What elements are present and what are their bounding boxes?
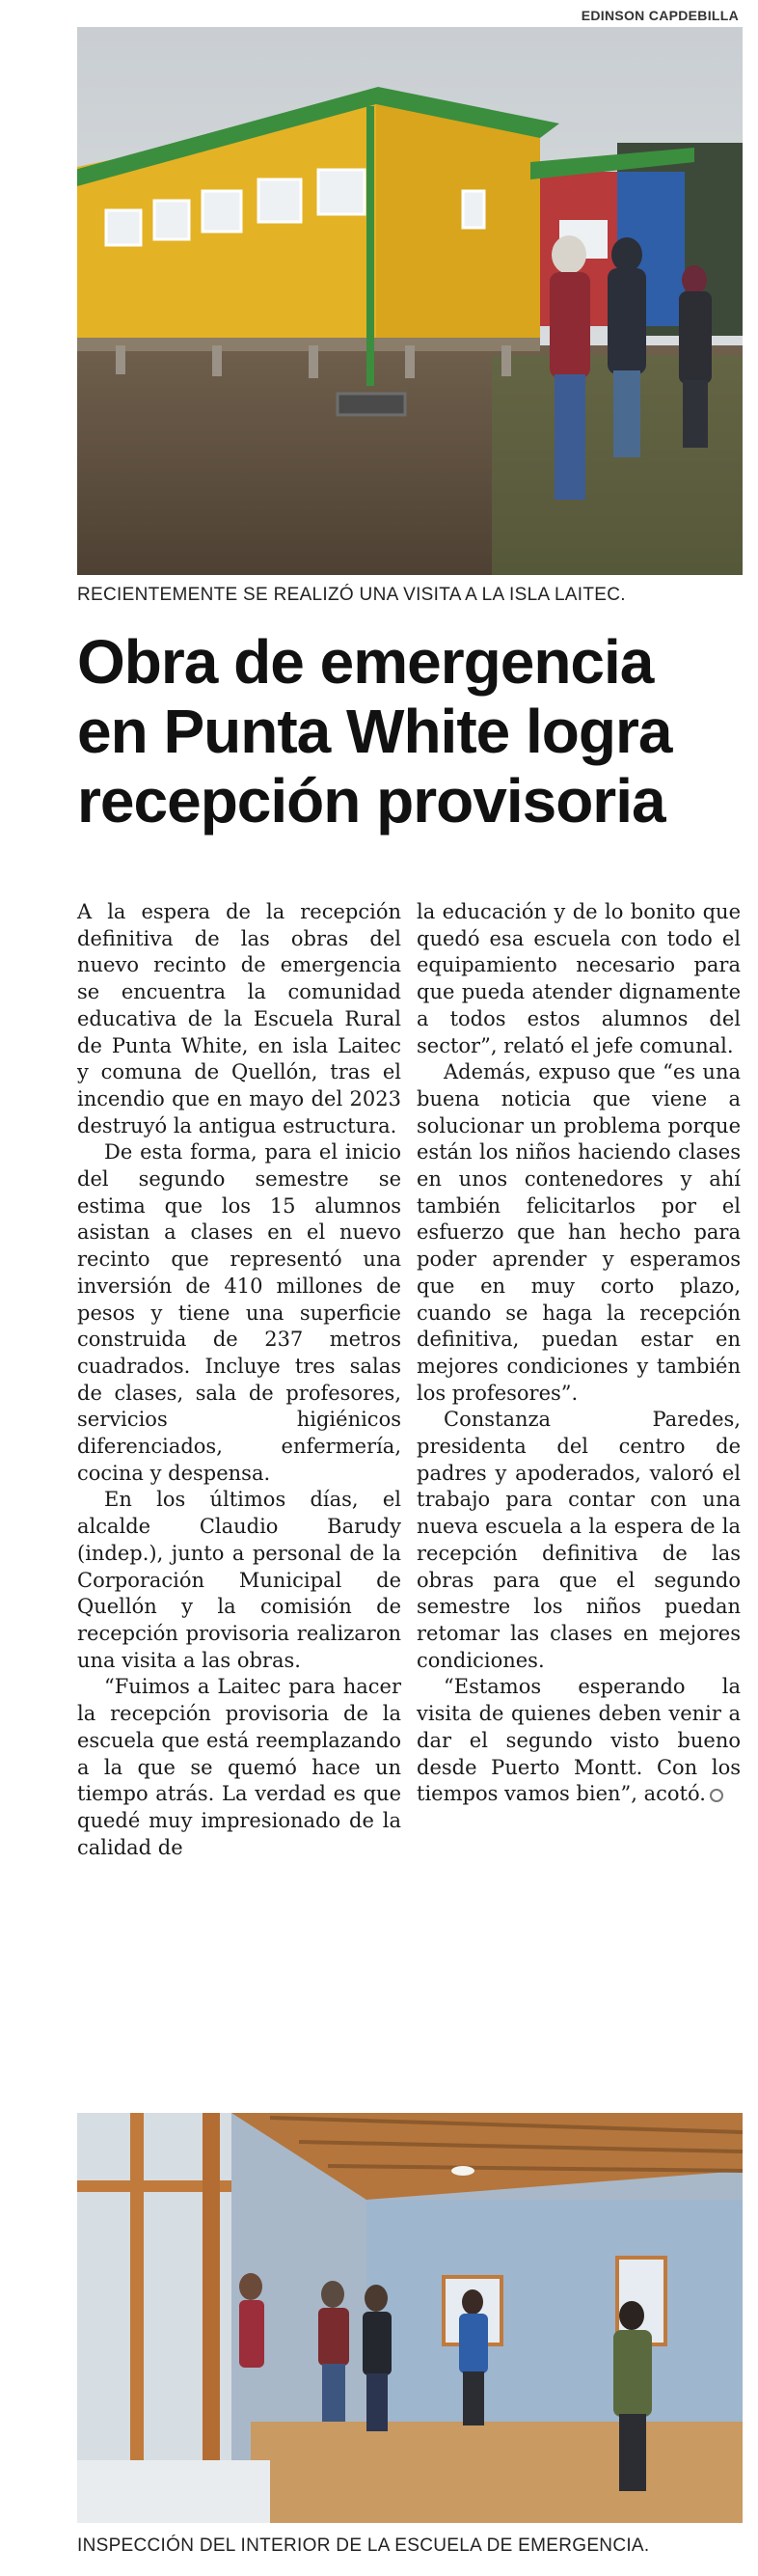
bottom-photo-caption: INSPECCIÓN DEL INTERIOR DE LA ESCUELA DE EMERGENCIA. <box>77 2535 650 2556</box>
closing-quote-text: “Estamos esperando la visita de quienes deben venir a dar el segundo visto bueno desde Puerto Montt. Con los tiempos vamos bien”, acotó. <box>417 1675 741 1806</box>
school-exterior-photo <box>77 27 743 575</box>
paragraph: Además, expuso que “es una buena noticia que viene a solucionar un problema porque están los niños haciendo clases en unos contenedores y ahí también felicitarlos por el esfuerzo que han hecho para poder aprender y esperamos que en muy corto plazo, cuando se haga la recepción definitiva, puedan estar en mejores condiciones y también los profesores”. <box>417 1060 741 1405</box>
headline-line-3: recepción provisoria <box>77 766 665 836</box>
paragraph: “Fuimos a Laitec para hacer la recepción provisoria de la escuela que está reemplazando a la que se quemó hace un tiempo atrás. La verdad es que quedé muy impresionado de la calidad de <box>77 1675 401 1859</box>
paragraph: De esta forma, para el inicio del segundo semestre se estima que los 15 alumnos asistan a clases en el nuevo recinto que representó una inversión de 410 millones de pesos y tiene una superficie construida de 237 metros cuadrados. Incluye tres salas de clases, sala de profesores, servicios higiénicos diferenciados, enfermería, cocina y despensa. <box>77 1140 401 1485</box>
end-of-article-icon <box>710 1789 723 1802</box>
photo-credit: EDINSON CAPDEBILLA <box>581 8 739 23</box>
headline-line-2: en Punta White logra <box>77 697 672 766</box>
headline-line-1: Obra de emergencia <box>77 627 654 697</box>
article-column-1 <box>77 899 401 1861</box>
school-interior-photo <box>77 2113 743 2523</box>
school-interior-illustration <box>77 2113 743 2523</box>
article-headline <box>77 627 752 836</box>
school-exterior-illustration <box>77 27 743 575</box>
paragraph <box>417 1674 741 1808</box>
paragraph: Constanza Paredes, presidenta del centro de padres y apoderados, valoró el trabajo para contar con una nueva escuela a la espera de la recepción definitiva de las obras para que el segundo semestre los niños puedan retomar las clases en mejores condiciones. <box>417 1408 741 1672</box>
article-column-2 <box>417 899 741 1808</box>
top-photo-caption: RECIENTEMENTE SE REALIZÓ UNA VISITA A LA ISLA LAITEC. <box>77 585 626 605</box>
paragraph: En los últimos días, el alcalde Claudio Barudy (indep.), junto a personal de la Corporación Municipal de Quellón y la comisión de recepción provisoria realizaron una visita a las obras. <box>77 1488 401 1672</box>
paragraph: la educación y de lo bonito que quedó esa escuela con todo el equipamiento necesario para que pueda atender dignamente a todos estos alumnos del sector”, relató el jefe comunal. <box>417 900 741 1057</box>
paragraph: A la espera de la recepción definitiva de las obras del nuevo recinto de emergencia se encuentra la comunidad educativa de la Escuela Rural de Punta White, en isla Laitec y comuna de Quellón, tras el incendio que en mayo del 2023 destruyó la antigua estructura. <box>77 900 401 1137</box>
